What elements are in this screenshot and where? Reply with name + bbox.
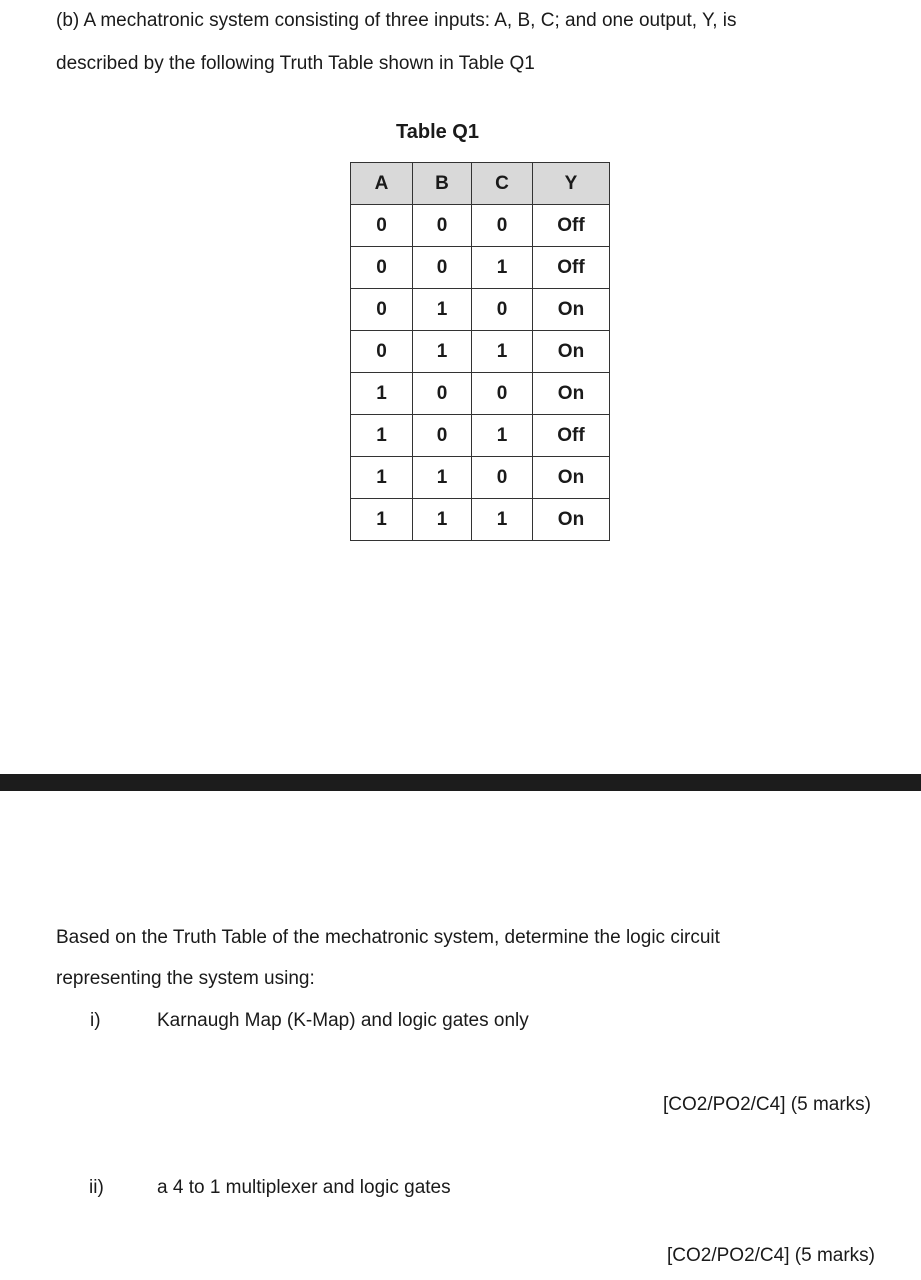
cell-c: 0 bbox=[472, 289, 533, 331]
part-i-marks: [CO2/PO2/C4] (5 marks) bbox=[663, 1094, 871, 1115]
part-ii-text: a 4 to 1 multiplexer and logic gates bbox=[157, 1177, 451, 1198]
cell-y: Off bbox=[533, 205, 610, 247]
cell-a: 1 bbox=[351, 373, 413, 415]
cell-y: On bbox=[533, 331, 610, 373]
header-y: Y bbox=[533, 163, 610, 205]
cell-b: 0 bbox=[413, 415, 472, 457]
question-intro-line-1: (b) A mechatronic system consisting of three inputs: A, B, C; and one output, Y, is bbox=[56, 10, 737, 31]
table-row bbox=[351, 373, 610, 415]
part-i-text: Karnaugh Map (K-Map) and logic gates only bbox=[157, 1010, 529, 1031]
page-divider bbox=[0, 774, 921, 791]
table-row bbox=[351, 289, 610, 331]
task-line-1: Based on the Truth Table of the mechatronic system, determine the logic circuit bbox=[56, 927, 720, 948]
cell-a: 0 bbox=[351, 289, 413, 331]
cell-b: 1 bbox=[413, 457, 472, 499]
task-line-2: representing the system using: bbox=[56, 968, 315, 989]
cell-a: 1 bbox=[351, 415, 413, 457]
cell-y: On bbox=[533, 499, 610, 541]
cell-a: 1 bbox=[351, 457, 413, 499]
cell-y: Off bbox=[533, 415, 610, 457]
cell-b: 0 bbox=[413, 373, 472, 415]
cell-c: 1 bbox=[472, 415, 533, 457]
question-intro-line-2: described by the following Truth Table shown in Table Q1 bbox=[56, 53, 535, 74]
part-ii-marks: [CO2/PO2/C4] (5 marks) bbox=[667, 1245, 875, 1266]
cell-y: On bbox=[533, 373, 610, 415]
cell-a: 0 bbox=[351, 205, 413, 247]
cell-y: On bbox=[533, 289, 610, 331]
cell-b: 1 bbox=[413, 331, 472, 373]
cell-a: 1 bbox=[351, 499, 413, 541]
table-row bbox=[351, 247, 610, 289]
header-a: A bbox=[351, 163, 413, 205]
cell-b: 1 bbox=[413, 289, 472, 331]
cell-y: On bbox=[533, 457, 610, 499]
truth-table-header-row bbox=[351, 163, 610, 205]
part-i-number: i) bbox=[90, 1010, 101, 1031]
table-row bbox=[351, 499, 610, 541]
table-row bbox=[351, 457, 610, 499]
cell-c: 1 bbox=[472, 331, 533, 373]
table-row bbox=[351, 415, 610, 457]
truth-table bbox=[350, 162, 610, 541]
header-c: C bbox=[472, 163, 533, 205]
cell-c: 1 bbox=[472, 247, 533, 289]
cell-c: 0 bbox=[472, 457, 533, 499]
cell-b: 1 bbox=[413, 499, 472, 541]
cell-c: 0 bbox=[472, 205, 533, 247]
cell-y: Off bbox=[533, 247, 610, 289]
part-ii-number: ii) bbox=[89, 1177, 104, 1198]
table-row bbox=[351, 205, 610, 247]
cell-c: 0 bbox=[472, 373, 533, 415]
header-b: B bbox=[413, 163, 472, 205]
cell-a: 0 bbox=[351, 331, 413, 373]
cell-a: 0 bbox=[351, 247, 413, 289]
cell-b: 0 bbox=[413, 247, 472, 289]
cell-b: 0 bbox=[413, 205, 472, 247]
cell-c: 1 bbox=[472, 499, 533, 541]
table-row bbox=[351, 331, 610, 373]
table-caption: Table Q1 bbox=[396, 121, 479, 143]
